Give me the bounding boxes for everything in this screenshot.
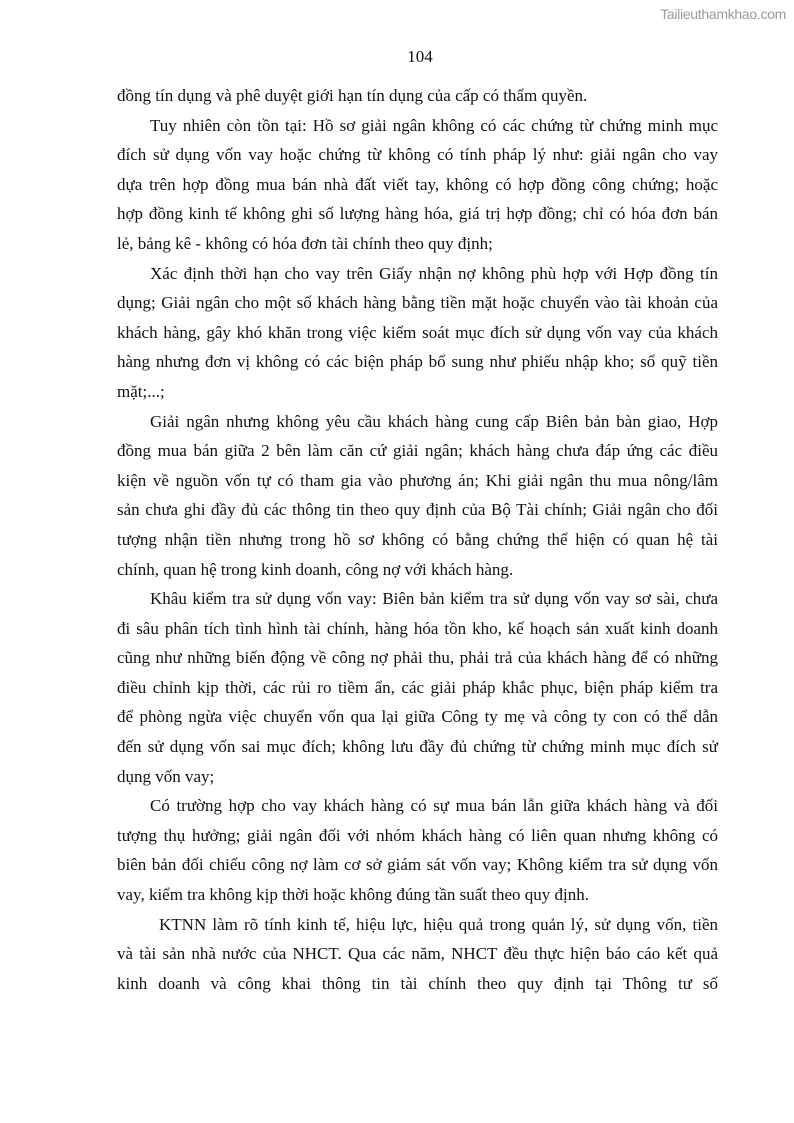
text-line: khách hàng, gây khó khăn trong việc kiểm soát mục đích sử dụng vốn vay của khách — [117, 322, 718, 342]
text-line: đích sử dụng vốn vay hoặc chứng từ không có tính pháp lý như: giải ngân cho vay — [117, 145, 718, 165]
text-line: kiện về nguồn vốn tự có tham gia vào phương án; Khi giải ngân thu mua nông/lâm — [117, 470, 718, 490]
text-line: KTNN làm rõ tính kinh tế, hiệu lực, hiệu quả trong quản lý, sử dụng vốn, tiền — [159, 914, 718, 934]
paragraph — [117, 910, 718, 999]
page-number: 104 — [407, 47, 433, 66]
text-line: vay, kiểm tra không kịp thời hoặc không đúng tần suất theo quy định. — [117, 885, 590, 905]
text-line: hàng nhưng đơn vị không có các biện pháp bổ sung như phiếu nhập kho; sổ quỹ tiền — [117, 352, 718, 372]
text-line: tượng thụ hưởng; giải ngân đối với nhóm khách hàng có liên quan nhưng không có — [117, 825, 718, 845]
text-line: mặt;...; — [117, 381, 165, 401]
paragraph — [117, 111, 718, 259]
text-line: lẻ, bảng kê - không có hóa đơn tài chính theo quy định; — [117, 233, 493, 253]
text-line: Khâu kiểm tra sử dụng vốn vay: Biên bản kiểm tra sử dụng vốn vay sơ sài, chưa — [150, 589, 718, 609]
text-line: Giải ngân nhưng không yêu cầu khách hàng cung cấp Biên bản bàn giao, Hợp — [150, 411, 718, 431]
text-line: chính, quan hệ trong kinh doanh, công nợ với khách hàng. — [117, 559, 514, 579]
text-line: đến sử dụng vốn sai mục đích; không lưu đầy đủ chứng từ chứng minh mục đích sử — [117, 737, 718, 757]
text-line: kinh doanh và công khai thông tin tài chính theo quy định tại Thông tư số — [117, 973, 718, 993]
text-line: đi sâu phân tích tình hình tài chính, hàng hóa tồn kho, kế hoạch sản xuất kinh doanh — [117, 618, 718, 638]
paragraph — [117, 791, 718, 909]
text-line: Có trường hợp cho vay khách hàng có sự mua bán lẫn giữa khách hàng và đối — [150, 796, 718, 816]
text-line: dựa trên hợp đồng mua bán nhà đất viết tay, không có hợp đồng công chứng; hoặc — [117, 174, 718, 194]
text-line: dụng; Giải ngân cho một số khách hàng bằng tiền mặt hoặc chuyển vào tài khoản của — [117, 293, 718, 313]
text-line: cũng như những biến động về công nợ phải thu, phải trả của khách hàng để có những — [117, 648, 718, 668]
text-line: dụng vốn vay; — [117, 766, 215, 786]
document-body — [117, 81, 718, 998]
text-line: hợp đồng kinh tế không ghi số lượng hàng hóa, giá trị hợp đồng; chỉ có hóa đơn bán — [117, 204, 718, 224]
text-line: điều chỉnh kịp thời, các rủi ro tiềm ẩn, các giải pháp khắc phục, biện pháp kiểm tra — [117, 677, 718, 697]
text-line: đồng mua bán giữa 2 bên làm căn cứ giải ngân; khách hàng chưa đáp ứng các điều — [117, 441, 718, 461]
text-line: biên bản đối chiếu công nợ làm cơ sở giám sát vốn vay; Không kiểm tra sử dụng vốn — [117, 855, 718, 875]
paragraph — [117, 81, 718, 111]
text-line: Tuy nhiên còn tồn tại: Hồ sơ giải ngân không có các chứng từ chứng minh mục — [150, 115, 718, 135]
paragraph — [117, 584, 718, 791]
text-line: và tài sản nhà nước của NHCT. Qua các năm, NHCT đều thực hiện báo cáo kết quả — [117, 944, 718, 964]
text-line: tượng nhận tiền nhưng trong hồ sơ không có bằng chứng thể hiện có quan hệ tài — [117, 529, 718, 549]
watermark: Tailieuthamkhao.com — [660, 6, 786, 22]
text-line: Xác định thời hạn cho vay trên Giấy nhận nợ không phù hợp với Hợp đồng tín — [150, 263, 718, 283]
paragraph — [117, 407, 718, 585]
text-line: để phòng ngừa việc chuyển vốn qua lại giữa Công ty mẹ và công ty con có thể dẫn — [117, 707, 718, 727]
text-line: sản chưa ghi đầy đủ các thông tin theo quy định của Bộ Tài chính; Giải ngân cho đối — [117, 500, 718, 520]
text-line: đồng tín dụng và phê duyệt giới hạn tín dụng của cấp có thẩm quyền. — [117, 86, 588, 105]
paragraph — [117, 259, 718, 407]
